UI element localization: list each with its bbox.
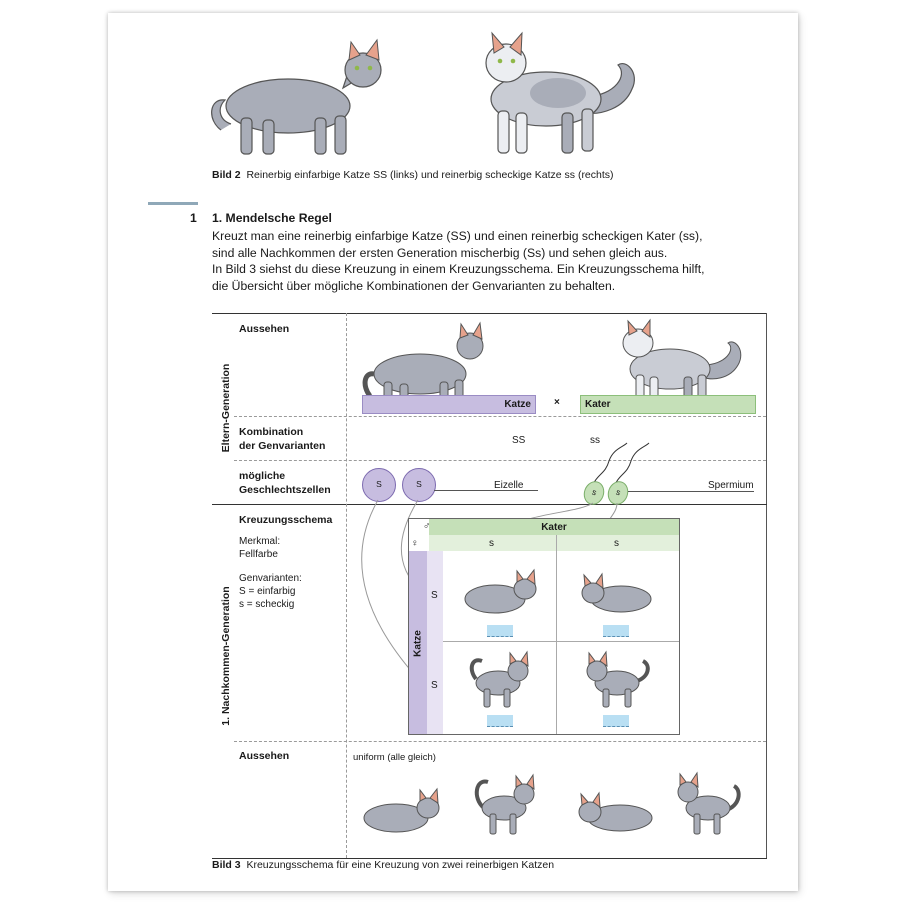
row-label-line: mögliche	[239, 470, 286, 482]
parent-generation-label: Eltern-Generation	[220, 363, 232, 453]
section-line: In Bild 3 siehst du diese Kreuzung in einem Kreuzungsschema. Ein Kreuzungsschema hilft,	[212, 262, 705, 277]
grid-col-allele: s	[489, 538, 494, 549]
section-line: Kreuzt man eine reinerbig einfarbige Katze (SS) und einen reinerbig scheckigen Kater (ss),	[212, 229, 703, 243]
f1-cat-lying	[358, 788, 448, 838]
row-label-aussehen: Aussehen	[239, 323, 290, 335]
figure3-caption	[212, 859, 554, 871]
punnett-square	[408, 518, 680, 735]
female-symbol: ♀	[411, 538, 419, 549]
figure3-caption-label: Bild 3	[212, 859, 241, 871]
answer-blank[interactable]	[603, 715, 629, 727]
f1-cat-standing	[468, 768, 548, 838]
egg-allele: S	[416, 479, 422, 489]
merkmal-line: Merkmal:	[239, 536, 281, 547]
grid-kater-label: Kater	[541, 522, 567, 533]
offspring-cat	[571, 569, 661, 619]
offspring-cat	[457, 569, 547, 619]
f1-generation-label: 1. Nachkommen-Generation	[220, 586, 232, 726]
row-label-line: der Genvarianten	[239, 440, 326, 452]
offspring-cat	[577, 649, 657, 709]
genvarianten-line: S = einfarbig	[239, 586, 296, 597]
kater-genotype: ss	[590, 435, 600, 446]
f1-cat-standing	[668, 768, 748, 838]
male-symbol: ♂	[423, 521, 431, 532]
grid-row-header	[427, 551, 443, 734]
grid-katze-header	[409, 551, 428, 734]
figure3-caption-text: Kreuzungsschema für eine Kreuzung von zwei reinerbigen Katzen	[246, 859, 555, 871]
katze-genotype: SS	[512, 435, 526, 446]
genvarianten-line: Genvarianten:	[239, 573, 302, 584]
section-title: 1. Mendelsche Regel	[212, 211, 332, 225]
cross-symbol: ×	[554, 397, 560, 408]
row-label-line: Kombination	[239, 426, 304, 438]
f1-aussehen-label: Aussehen	[239, 750, 290, 762]
kater-label: Kater	[585, 399, 611, 410]
offspring-cat	[464, 649, 544, 709]
grid-row-allele: S	[431, 680, 438, 691]
answer-blank[interactable]	[487, 715, 513, 727]
grid-col-header	[429, 535, 679, 551]
merkmal-line: Fellfarbe	[239, 549, 278, 560]
egg-allele: S	[376, 479, 382, 489]
genvarianten-line: s = scheckig	[239, 599, 295, 610]
grid-kater-header	[429, 519, 679, 536]
f1-cat-lying	[568, 788, 658, 838]
figure2-caption-text: Reinerbig einfarbige Katze SS (links) und reinerbig scheckige Katze ss (rechts)	[246, 169, 614, 181]
grid-katze-label: Katze	[412, 630, 424, 657]
textbook-page	[108, 13, 798, 891]
answer-blank[interactable]	[603, 625, 629, 637]
f1-uniform-note: uniform (alle gleich)	[353, 752, 436, 763]
grid-row-allele: S	[431, 590, 438, 601]
sperm-allele: s	[614, 486, 623, 498]
spermium-label: Spermium	[708, 480, 754, 491]
eizelle-label: Eizelle	[494, 480, 524, 491]
section-number: 1	[190, 211, 197, 225]
sperm-allele: s	[590, 486, 599, 498]
section-line: die Übersicht über mögliche Kombinationen der Genvarianten zu behalten.	[212, 278, 616, 293]
figure2-caption-label: Bild 2	[212, 169, 241, 181]
row-label-line: Geschlechtszellen	[239, 484, 331, 496]
gamete-arrows	[108, 13, 798, 891]
katze-label: Katze	[504, 399, 531, 410]
kreuzungsschema-label: Kreuzungsschema	[239, 514, 333, 526]
answer-blank[interactable]	[487, 625, 513, 637]
section-line: sind alle Nachkommen der ersten Generation mischerbig (Ss) und sehen gleich aus.	[212, 245, 668, 260]
grid-divider-h	[443, 641, 679, 642]
grid-col-allele: s	[614, 538, 619, 549]
grid-divider-v	[556, 535, 557, 734]
